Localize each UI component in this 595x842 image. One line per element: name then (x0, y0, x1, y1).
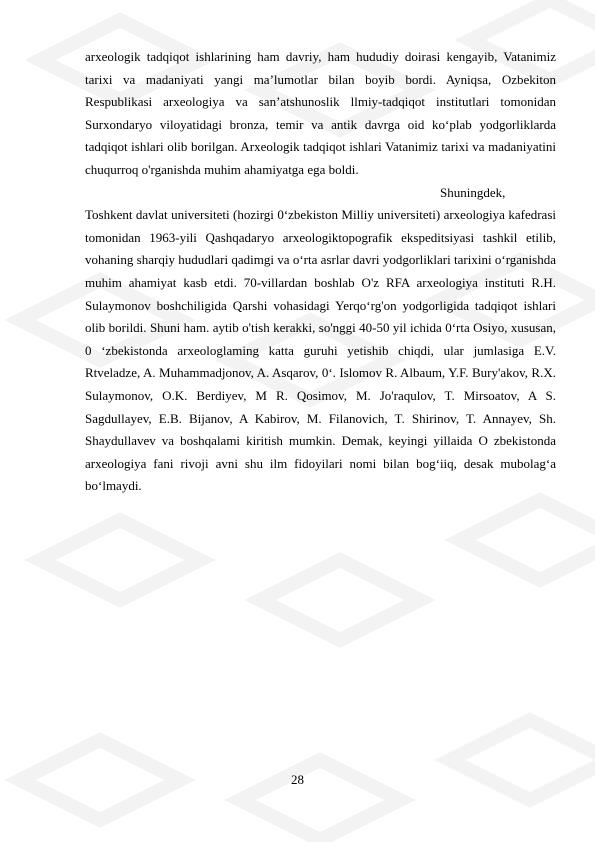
document-body (85, 46, 556, 498)
page-number: 28 (291, 772, 304, 787)
paragraph-2: Toshkent davlat universiteti (hozirgi 0‘zbekiston Milliy universiteti) arxeologiya kafedrasi tomonidan 1963-yili Qashqadaryo arxeologiktopografik ekspeditsiyasi tashkil etilib, vohaning sharqiy hududlari qadimgi va o‘rta asrlar davri yodgorliklari tarixini o‘rganishda muhim ahamiyat kasb etdi. 70-villardan boshlab O'z RFA arxeologiya instituti R.H. Sulaymonov boshchiligida Qarshi vohasidagi Yerqo‘rg'on yodgorligida tadqiqot ishlari olib borildi. Shuni ham. aytib o'tish kerakki, so'nggi 40-50 yil ichida 0‘rta Osiyo, xususan, 0 ‘zbekistonda arxeologlaming katta guruhi yetishib chiqdi, ular jumlasiga E.V. Rtveladze, A. Muhammadjonov, A. Asqarov, 0‘. Islomov R. Albaum, Y.F. Bury'akov, R.X. Sulaymonov, O.K. Berdiyev, M R. Qosimov, M. Jo'raqulov, T. Mirsoatov, A S. Sagdullayev, E.B. Bijanov, A Kabirov, M. Filanovich, T. Shirinov, T. Annayev, Sh. Shaydullavev va boshqalami kiritish mumkin. Demak, keyingi yillaida O zbekistonda arxeologiya fani rivoji avni shu ilm fidoyilari nomi bilan bog‘iiq, desak mubolag‘a bo‘lmaydi. (85, 207, 556, 494)
paragraph-2-lead: Shuningdek, (440, 184, 506, 200)
paragraph-1: arxeologik tadqiqot ishlarining ham davriy, ham hududiy doirasi kengayib, Vatanimiz tarixi va madaniyati yangi ma’lumotlar bilan boyib bordi. Ayniqsa, Ozbekiton Respublikasi arxeologiya va san’atshunoslik llmiy-tadqiqot institutlari tomonidan Surxondaryo viloyatidagi bronza, temir va antik davrga oid ko‘plab yodgorliklarda tadqiqot ishlari olib borilgan. Arxeologik tadqiqot ishlari Vatanimiz tarixi va madaniyatini chuqurroq o'rganishda muhim ahamiyatga ega boldi. (85, 49, 556, 177)
